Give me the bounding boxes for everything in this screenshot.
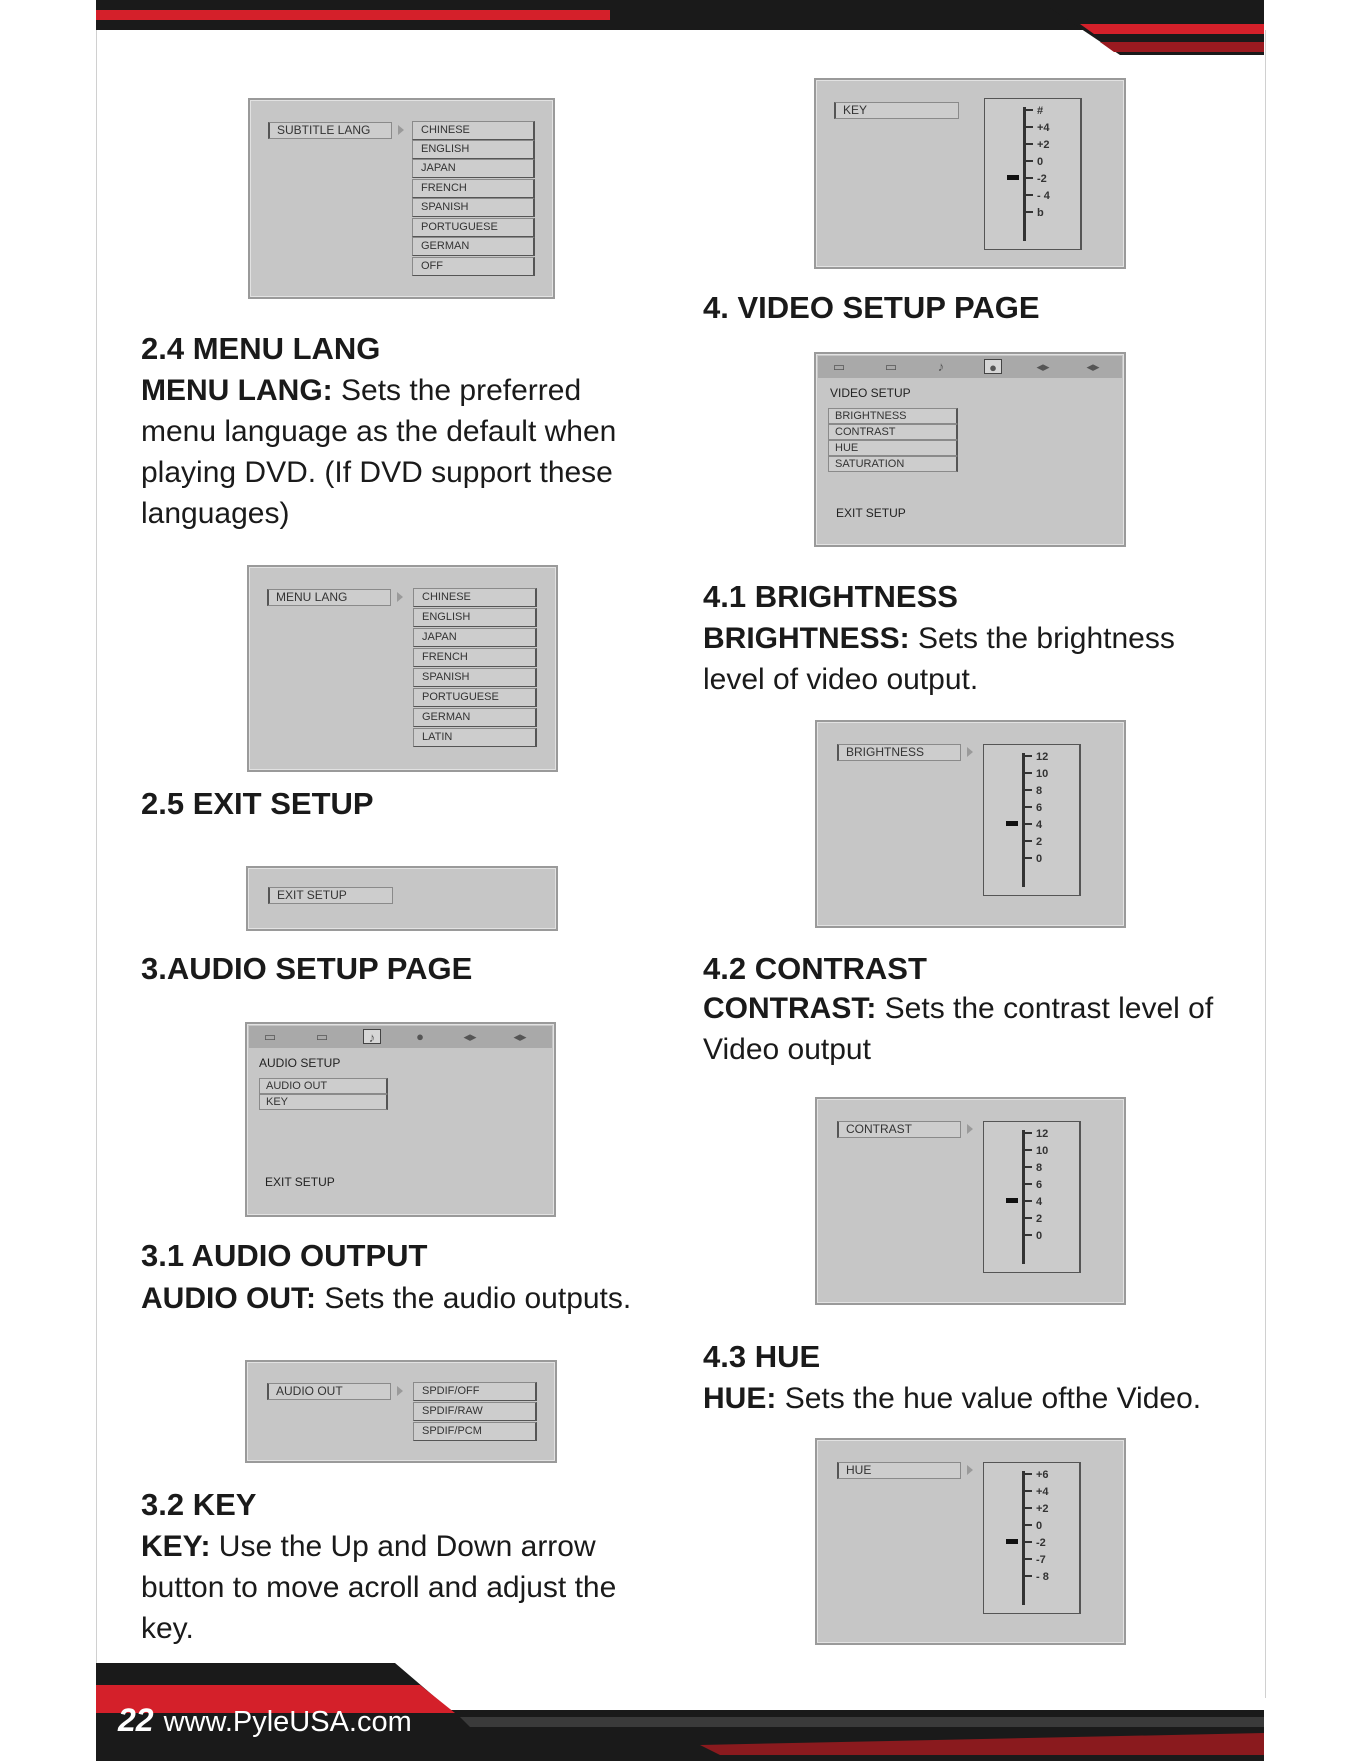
brightness-scale[interactable] [983,744,1081,896]
tick [1026,160,1033,162]
tick [1025,1473,1032,1475]
audio-output-paragraph [141,1278,681,1319]
key-screen [814,78,1126,269]
menu-item[interactable]: SATURATION [828,456,958,472]
tick [1026,194,1033,196]
tick [1025,1200,1032,1202]
footer [118,1702,412,1739]
key-paragraph [141,1526,661,1649]
heading-audio-output: 3.1 AUDIO OUTPUT [141,1238,428,1273]
tick-label: 8 [1036,1162,1043,1174]
option[interactable]: FRENCH [412,179,535,198]
menu-item[interactable]: CONTRAST [828,424,958,440]
audio-out-screen [245,1360,557,1463]
video-setup-screen [814,352,1126,547]
term: AUDIO OUT: [141,1282,316,1315]
exit-setup[interactable]: EXIT SETUP [265,1175,335,1189]
option[interactable]: SPDIF/PCM [413,1422,537,1441]
brightness-screen [815,720,1126,928]
tick [1025,806,1032,808]
arrow-right-icon [967,1465,973,1475]
tick [1025,1558,1032,1560]
audio-out-label: AUDIO OUT [267,1383,391,1400]
tick [1025,789,1032,791]
tick-label: 10 [1036,1145,1049,1157]
key-label: KEY [834,102,959,119]
hue-screen [815,1438,1126,1645]
heading-key: 3.2 KEY [141,1487,257,1522]
contrast-screen [815,1097,1126,1305]
contrast-paragraph [703,988,1223,1070]
password-icon[interactable]: ◂▸ [513,1029,527,1044]
heading-hue: 4.3 HUE [703,1339,821,1374]
tick [1025,1183,1032,1185]
option[interactable]: GERMAN [413,708,537,727]
video-setup-icon[interactable]: ● [416,1029,424,1044]
option[interactable]: FRENCH [413,648,537,667]
general-setup-icon[interactable]: ▭ [832,359,846,374]
scale-marker [1006,1539,1018,1544]
tick [1025,1234,1032,1236]
tick-label: -7 [1036,1554,1046,1566]
tick [1025,1149,1032,1151]
tick-label: 6 [1036,802,1043,814]
tick-label: 0 [1037,156,1044,168]
term: MENU LANG: [141,374,333,407]
tick-label: # [1037,105,1044,117]
option[interactable]: JAPAN [412,159,535,178]
desc: Use the Up and Down arrow button to move acroll and adjust the key. [141,1530,617,1645]
tick [1025,772,1032,774]
menu-lang-label: MENU LANG [267,589,391,606]
option[interactable]: JAPAN [413,628,537,647]
arrow-right-icon [967,1124,973,1134]
page-title: VIDEO SETUP [830,386,911,400]
arrow-right-icon [967,747,973,757]
tab-bar [249,1026,552,1048]
exit-setup[interactable]: EXIT SETUP [836,506,906,520]
tick [1025,1490,1032,1492]
page-title: AUDIO SETUP [259,1056,341,1070]
speaker-setup-icon[interactable]: ▭ [884,359,898,374]
option[interactable]: SPANISH [413,668,537,687]
term: HUE: [703,1382,777,1415]
tab-bar [818,356,1122,378]
tick-label: - 4 [1037,190,1050,202]
scale-marker [1006,1198,1018,1203]
option[interactable]: CHINESE [412,121,535,140]
heading-menu-lang: 2.4 MENU LANG [141,331,381,366]
audio-note-icon[interactable]: ♪ [363,1029,381,1044]
tick [1025,840,1032,842]
heading-video-setup-page: 4. VIDEO SETUP PAGE [703,290,1040,325]
option[interactable]: ENGLISH [413,608,537,627]
password-icon[interactable]: ◂▸ [1086,359,1100,374]
desc: Sets the audio outputs. [324,1282,632,1315]
option[interactable]: GERMAN [412,237,535,256]
term: CONTRAST: [703,992,877,1025]
tick-label: +2 [1036,1503,1049,1515]
key-scale[interactable] [984,98,1082,250]
tick-label: 8 [1036,785,1043,797]
tick-label: +6 [1036,1469,1049,1481]
video-setup-icon[interactable]: ● [984,359,1002,374]
menu-item[interactable]: HUE [828,440,958,456]
tick [1026,143,1033,145]
tick [1025,1166,1032,1168]
option[interactable]: PORTUGUESE [412,218,535,237]
tick-label: 12 [1036,1128,1049,1140]
brightness-label: BRIGHTNESS [837,744,961,761]
scale-marker [1006,821,1018,826]
tick [1025,1132,1032,1134]
tick [1026,177,1033,179]
tick-label: - 8 [1036,1571,1049,1583]
tick-label: +2 [1037,139,1050,151]
tick [1025,823,1032,825]
desc: Sets the preferred menu language as the default when playing DVD. (If DVD support these languages) [141,374,617,530]
tick-label: -2 [1037,173,1047,185]
tick-label: b [1037,207,1044,219]
tick-label: 4 [1036,1196,1043,1208]
audio-note-icon[interactable]: ♪ [937,359,945,374]
heading-audio-setup-page: 3.AUDIO SETUP PAGE [141,951,473,986]
tick-label: 12 [1036,751,1049,763]
hue-paragraph [703,1378,1243,1419]
hue-label: HUE [837,1462,961,1479]
term: BRIGHTNESS: [703,622,910,655]
menu-item[interactable]: AUDIO OUT [259,1078,388,1094]
tick [1026,211,1033,213]
desc: Sets the brightness level of video output. [703,622,1175,696]
tick [1026,109,1033,111]
audio-setup-screen [245,1022,556,1217]
subtitle-lang-screen [248,98,555,299]
subtitle-lang-label: SUBTITLE LANG [268,122,392,139]
contrast-label: CONTRAST [837,1121,961,1138]
tick [1025,1507,1032,1509]
desc: Sets the hue value ofthe Video. [784,1382,1202,1415]
tick [1025,755,1032,757]
option[interactable]: SPDIF/OFF [413,1382,537,1401]
option[interactable]: CHINESE [413,588,537,607]
exit-setup-screen [246,866,558,931]
menu-lang-screen [247,565,558,772]
tick-label: 0 [1036,1520,1043,1532]
option[interactable]: SPANISH [412,198,535,217]
tick-label: 4 [1036,819,1043,831]
tick [1025,857,1032,859]
tick [1025,1575,1032,1577]
tick-label: 2 [1036,836,1043,848]
hue-scale[interactable] [983,1462,1081,1614]
footer-website: www.PyleUSA.com [163,1706,412,1738]
heading-brightness: 4.1 BRIGHTNESS [703,579,958,614]
option[interactable]: ENGLISH [412,140,535,159]
tick [1025,1541,1032,1543]
brightness-paragraph [703,618,1223,700]
preference-icon[interactable]: ◂▸ [1036,359,1050,374]
top-banner [0,0,1361,60]
tick [1025,1524,1032,1526]
arrow-right-icon [397,592,403,602]
tick [1025,1217,1032,1219]
tick-label: 10 [1036,768,1049,780]
tick-label: +4 [1037,122,1050,134]
option[interactable]: PORTUGUESE [413,688,537,707]
heading-exit-setup: 2.5 EXIT SETUP [141,786,374,821]
tick-label: 6 [1036,1179,1043,1191]
tick-label: 2 [1036,1213,1043,1225]
option[interactable]: SPDIF/RAW [413,1402,537,1421]
speaker-setup-icon[interactable]: ▭ [315,1029,329,1044]
arrow-right-icon [398,125,404,135]
tick-label: 0 [1036,853,1043,865]
tick-label: -2 [1036,1537,1046,1549]
page-number: 22 [118,1702,154,1738]
option[interactable]: OFF [412,257,535,276]
scale-marker [1007,175,1019,180]
arrow-right-icon [397,1386,403,1396]
general-setup-icon[interactable]: ▭ [263,1029,277,1044]
tick [1026,126,1033,128]
preference-icon[interactable]: ◂▸ [463,1029,477,1044]
tick-label: 0 [1036,1230,1043,1242]
heading-contrast: 4.2 CONTRAST [703,951,927,986]
menu-lang-paragraph [141,370,661,534]
contrast-scale[interactable] [983,1121,1081,1273]
menu-item[interactable]: BRIGHTNESS [828,408,958,424]
option[interactable]: LATIN [413,728,537,747]
menu-item[interactable]: KEY [259,1094,388,1110]
desc: Sets the contrast level of Video output [703,992,1214,1066]
exit-setup-label[interactable]: EXIT SETUP [268,887,393,904]
term: KEY: [141,1530,211,1563]
tick-label: +4 [1036,1486,1049,1498]
